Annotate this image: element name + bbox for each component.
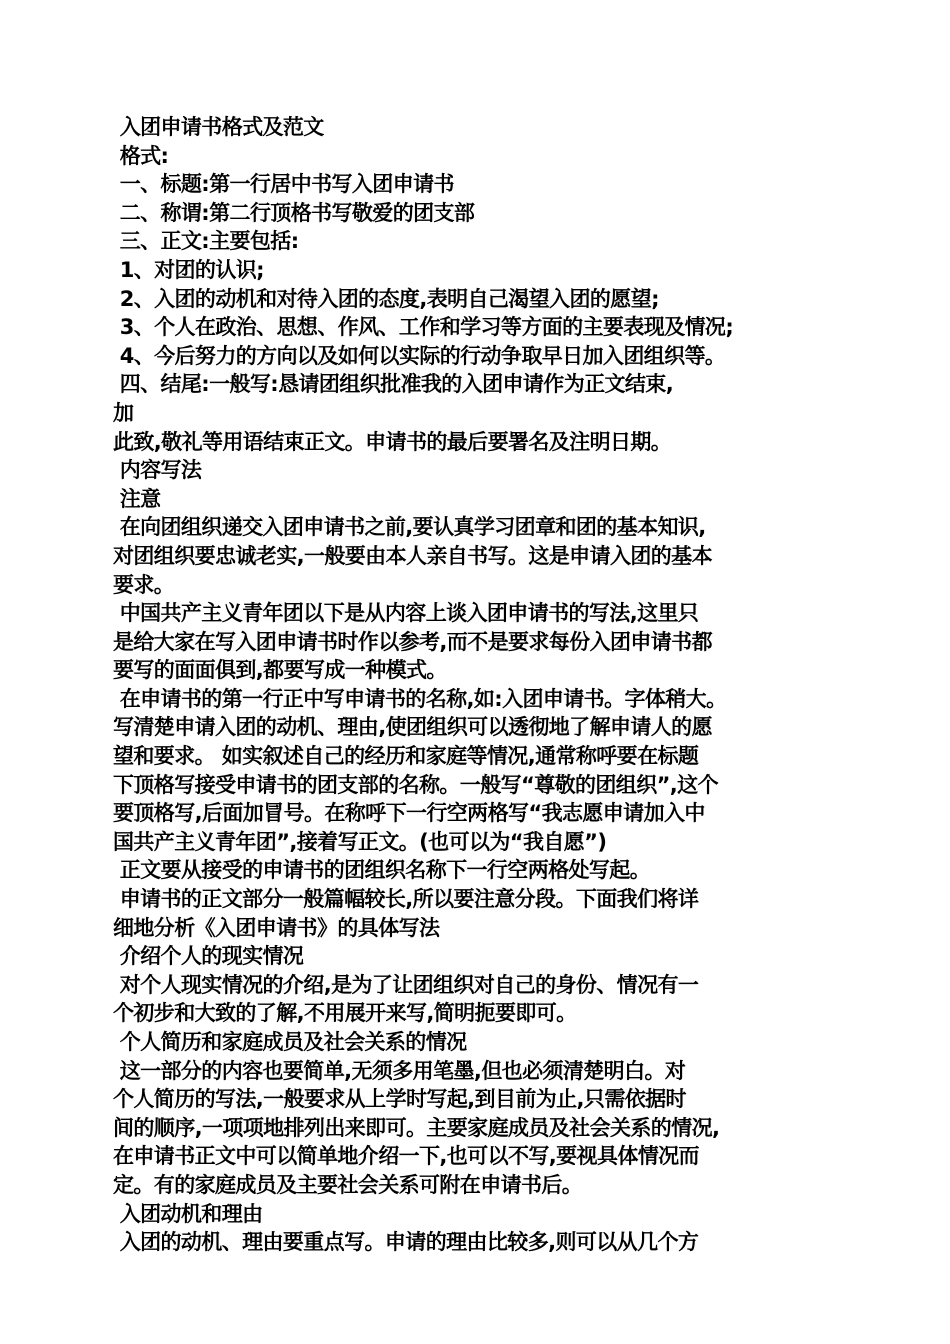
section-heading: 入团动机和理由 — [113, 1201, 263, 1226]
text-line: 二、称谓:第二行顶格书写敬爱的团支部 — [113, 200, 475, 225]
text-line: 入团的动机、理由要重点写。申请的理由比较多,则可以从几个方 — [113, 1230, 699, 1255]
section-heading: 格式: — [113, 143, 169, 168]
text-line: 3、个人在政治、思想、作风、工作和学习等方面的主要表现及情况; — [113, 315, 734, 340]
text-line: 这一部分的内容也要简单,无须多用笔墨,但也必须清楚明白。对 — [113, 1058, 686, 1083]
text-line: 4、今后努力的方向以及如何以实际的行动争取早日加入团组织等。 — [113, 343, 726, 368]
document-title: 入团申请书格式及范文 — [113, 115, 324, 139]
text-line: 定。有的家庭成员及主要社会关系可附在申请书后。 — [113, 1172, 583, 1197]
text-line: 正文要从接受的申请书的团组织名称下一行空两格处写起。 — [113, 858, 651, 883]
text-line: 要顶格写,后面加冒号。在称呼下一行空两格写“我志愿申请加入中 — [113, 801, 705, 826]
text-line: 四、结尾:一般写:恳请团组织批准我的入团申请作为正文结束, — [113, 372, 674, 397]
text-line: 此致,敬礼等用语结束正文。申请书的最后要署名及注明日期。 — [113, 429, 672, 454]
text-line: 个初步和大致的了解,不用展开来写,简明扼要即可。 — [113, 1001, 577, 1026]
text-line: 2、入团的动机和对待入团的态度,表明自己渴望入团的愿望; — [113, 286, 659, 311]
text-line: 要写的面面俱到,都要写成一种模式。 — [113, 658, 447, 683]
text-line: 个人简历的写法,一般要求从上学时写起,到目前为止,只需依据时 — [113, 1087, 686, 1112]
text-line: 对个人现实情况的介绍,是为了让团组织对自己的身份、情况有一 — [113, 972, 699, 997]
text-line: 中国共产主义青年团以下是从内容上谈入团申请书的写法,这里只 — [113, 601, 699, 626]
document-body — [113, 113, 843, 1257]
text-line: 加 — [113, 400, 134, 425]
text-line: 在申请书的第一行正中写申请书的名称,如:入团申请书。字体稍大。 — [113, 686, 727, 711]
text-line: 细地分析《入团申请书》的具体写法 — [113, 915, 440, 940]
text-line: 下顶格写接受申请书的团支部的名称。一般写“尊敬的团组织”,这个 — [113, 772, 718, 797]
text-line: 申请书的正文部分一般篇幅较长,所以要注意分段。下面我们将详 — [113, 887, 699, 912]
text-line: 1、对团的认识; — [113, 257, 264, 282]
text-line: 望和要求。 如实叙述自己的经历和家庭等情况,通常称呼要在标题 — [113, 744, 699, 769]
text-line: 写清楚申请入团的动机、理由,使团组织可以透彻地了解申请人的愿 — [113, 715, 712, 740]
text-line: 一、标题:第一行居中书写入团申请书 — [113, 172, 454, 197]
text-line: 在向团组织递交入团申请书之前,要认真学习团章和团的基本知识, — [113, 515, 706, 540]
text-line: 要求。 — [113, 572, 175, 597]
text-line: 在申请书正文中可以简单地介绍一下,也可以不写,要视具体情况而 — [113, 1144, 699, 1169]
section-heading: 注意 — [113, 486, 161, 511]
text-line: 是给大家在写入团申请书时作以参考,而不是要求每份入团申请书都 — [113, 629, 712, 654]
text-line: 三、正文:主要包括: — [113, 229, 299, 254]
section-heading: 个人简历和家庭成员及社会关系的情况 — [113, 1030, 467, 1054]
text-line: 对团组织要忠诚老实,一般要由本人亲自书写。这是申请入团的基本 — [113, 543, 712, 568]
text-line: 国共产主义青年团”,接着写正文。(也可以为“我自愿”) — [113, 829, 607, 854]
section-heading: 内容写法 — [113, 458, 202, 483]
text-line: 间的顺序,一项项地排列出来即可。主要家庭成员及社会关系的情况, — [113, 1115, 720, 1140]
section-heading: 介绍个人的现实情况 — [113, 944, 304, 969]
